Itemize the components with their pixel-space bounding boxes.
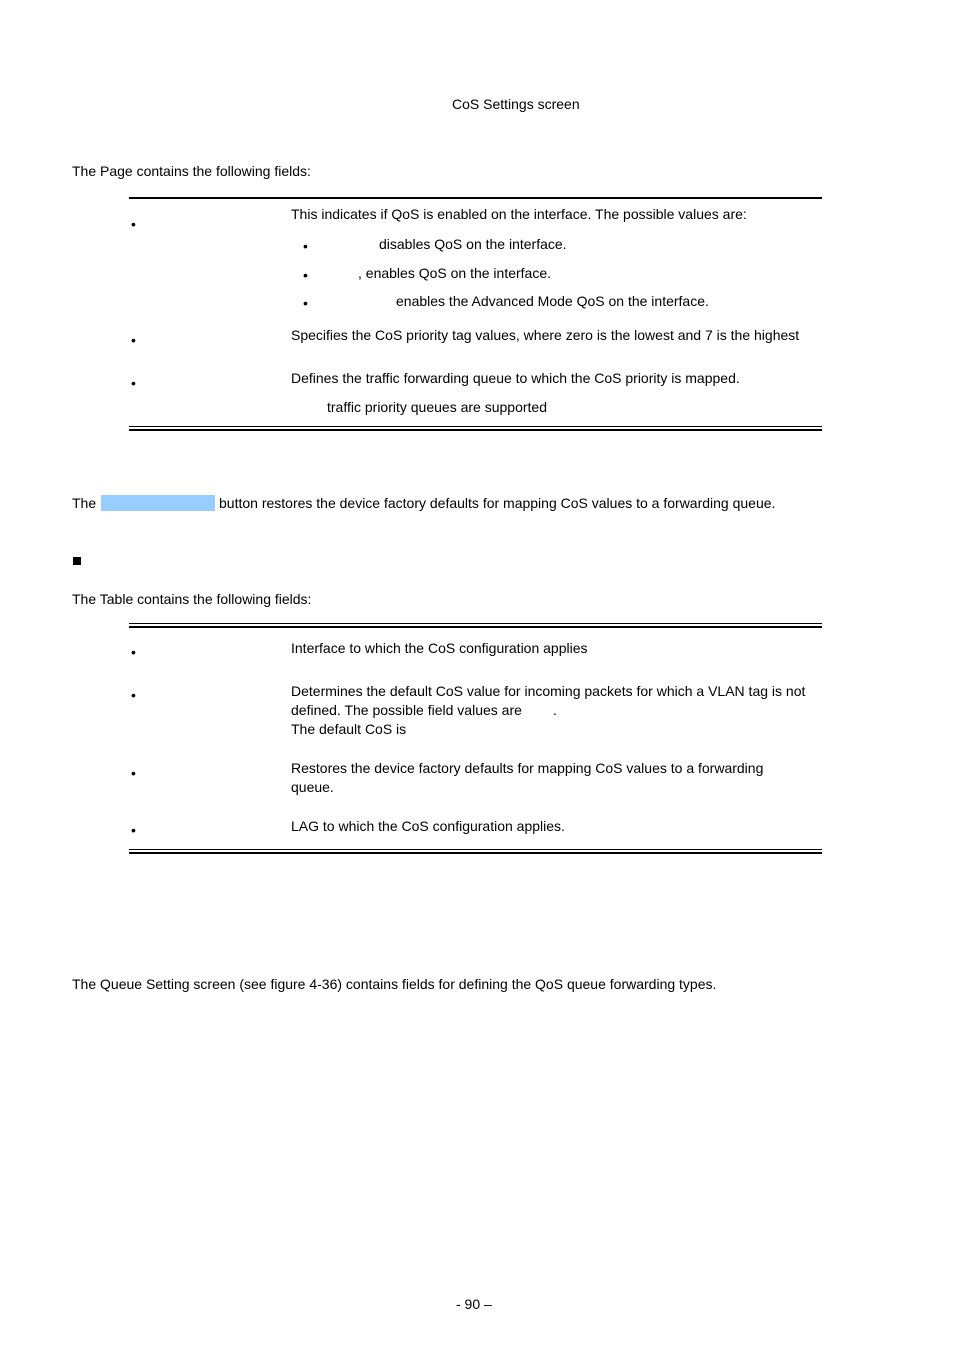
field-value-description: , enables QoS on the interface. xyxy=(358,265,552,281)
field-description: defined. The possible field values are xyxy=(291,702,522,718)
table-top-rule xyxy=(129,197,822,199)
field-description: Restores the device factory defaults for mapping CoS values to a forwarding xyxy=(291,760,764,776)
table-bottom-rule xyxy=(129,849,822,850)
bullet-icon: • xyxy=(303,238,308,254)
field-description: Determines the default CoS value for incoming packets for which a VLAN tag is not xyxy=(291,683,806,699)
bullet-icon: • xyxy=(131,644,136,660)
restore-sentence-prefix: The xyxy=(72,495,97,511)
field-description: Specifies the CoS priority tag values, where zero is the lowest and 7 is the highest xyxy=(291,327,800,343)
field-description: The default CoS is xyxy=(291,721,407,737)
restore-sentence-suffix: button restores the device factory defaults for mapping CoS values to a forwarding queue. xyxy=(219,495,776,511)
table-fields-intro: The Table contains the following fields: xyxy=(72,591,312,607)
table-bottom-rule xyxy=(129,429,822,431)
page-fields-intro: The Page contains the following fields: xyxy=(72,163,311,179)
queue-setting-intro: The Queue Setting screen (see figure 4-36) contains fields for defining the QoS queue forwarding types. xyxy=(72,976,717,992)
bullet-icon: • xyxy=(131,216,136,232)
bullet-icon: • xyxy=(303,295,308,311)
table-top-rule xyxy=(129,626,822,628)
field-note: traffic priority queues are supported xyxy=(327,399,547,415)
table-bottom-rule xyxy=(129,426,822,427)
bullet-icon: • xyxy=(303,267,308,283)
bullet-icon: • xyxy=(131,822,136,838)
restore-defaults-button-highlight xyxy=(101,495,215,511)
page-number: - 90 – xyxy=(456,1296,492,1312)
square-bullet-icon xyxy=(73,557,81,565)
field-description: Defines the traffic forwarding queue to which the CoS priority is mapped. xyxy=(291,370,740,386)
bullet-icon: • xyxy=(131,687,136,703)
figure-caption: CoS Settings screen xyxy=(452,96,580,112)
table-bottom-rule xyxy=(129,852,822,854)
field-description: This indicates if QoS is enabled on the interface. The possible values are: xyxy=(291,206,747,222)
field-description: Interface to which the CoS configuration applies xyxy=(291,640,588,656)
field-description: . xyxy=(553,702,557,718)
bullet-icon: • xyxy=(131,375,136,391)
table-top-rule xyxy=(129,623,822,624)
field-description: queue. xyxy=(291,779,334,795)
field-description: LAG to which the CoS configuration applies. xyxy=(291,818,565,834)
field-value-description: enables the Advanced Mode QoS on the interface. xyxy=(396,293,709,309)
bullet-icon: • xyxy=(131,765,136,781)
field-value-description: disables QoS on the interface. xyxy=(379,236,567,252)
bullet-icon: • xyxy=(131,332,136,348)
